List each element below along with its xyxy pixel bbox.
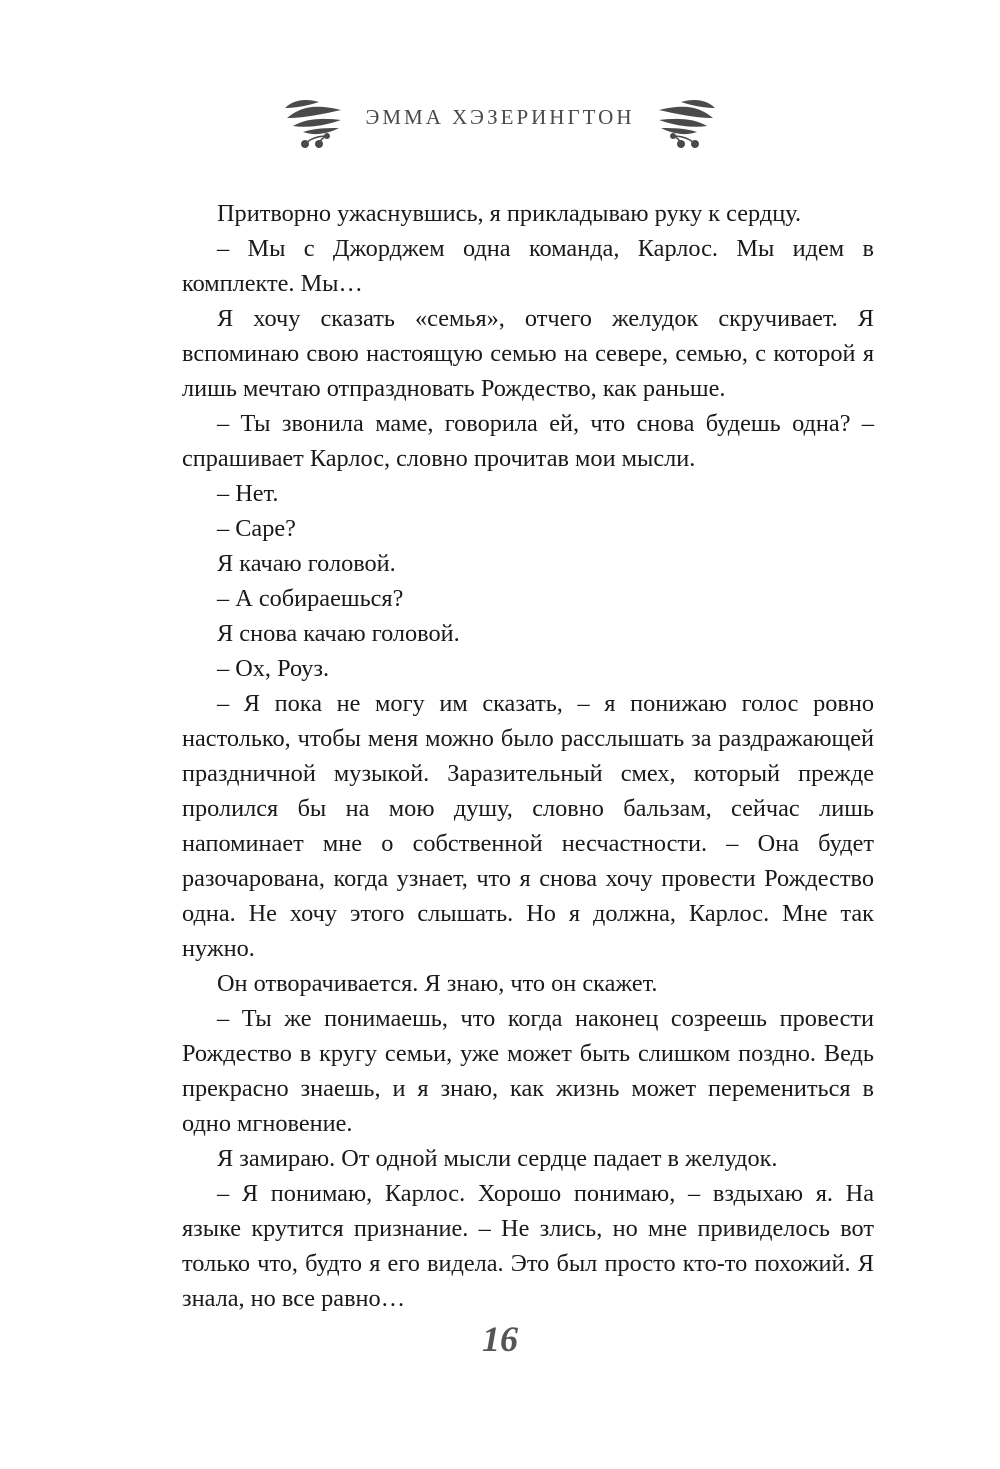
paragraph: – А собираешься?	[217, 585, 404, 612]
paragraph: Я снова качаю головой.	[217, 620, 460, 647]
paragraph: Он отворачивается. Я знаю, что он скажет.	[217, 970, 658, 997]
paragraph: – Я понимаю, Карлос. Хорошо понимаю, – вздыхаю я. На языке крутится признание. – Не злись, но мне привиделось вот только что, будто я его видела. Это был просто кто-то похожий. Я знала, но все равно…	[182, 1180, 874, 1312]
paragraph: – Ты же понимаешь, что когда наконец созреешь провести Рождество в кругу семьи, уже может быть слишком поздно. Ведь прекрасно знаешь, и я знаю, как жизнь может перемениться в одно мгновение.	[182, 1005, 874, 1137]
paragraph: – Нет.	[217, 480, 279, 507]
paragraph: Я качаю головой.	[217, 550, 396, 577]
body-text	[182, 196, 874, 1316]
paragraph: – Ты звонила маме, говорила ей, что снова будешь одна? – спрашивает Карлос, словно прочитав мои мысли.	[182, 410, 874, 472]
paragraph: Притворно ужаснувшись, я прикладываю руку к сердцу.	[217, 200, 802, 227]
leaf-ornament-icon	[653, 96, 717, 160]
page-number: 16	[482, 1319, 518, 1359]
paragraph: – Мы с Джорджем одна команда, Карлос. Мы идем в комплекте. Мы…	[182, 235, 874, 297]
paragraph: Я замираю. От одной мысли сердце падает в желудок.	[217, 1145, 778, 1172]
running-header	[0, 96, 1000, 160]
paragraph: Я хочу сказать «семья», отчего желудок скручивает. Я вспоминаю свою настоящую семью на севере, семью, с которой я лишь мечтаю отпраздновать Рождество, как раньше.	[182, 305, 874, 402]
leaf-ornament-icon	[283, 96, 347, 160]
paragraph: – Саре?	[217, 515, 296, 542]
paragraph: – Ох, Роуз.	[217, 655, 330, 682]
author-name: ЭММА ХЭЗЕРИНГТОН	[365, 104, 635, 129]
paragraph: – Я пока не могу им сказать, – я понижаю голос ровно настолько, чтобы меня можно было расслышать за раздражающей праздничной музыкой. Заразительный смех, который прежде пролился бы на мою душу, словно бальзам, сейчас лишь напоминает мне о собственной несчастности. – Она будет разочарована, когда узнает, что я снова хочу провести Рождество одна. Не хочу этого слышать. Но я должна, Карлос. Мне так нужно.	[182, 690, 874, 962]
